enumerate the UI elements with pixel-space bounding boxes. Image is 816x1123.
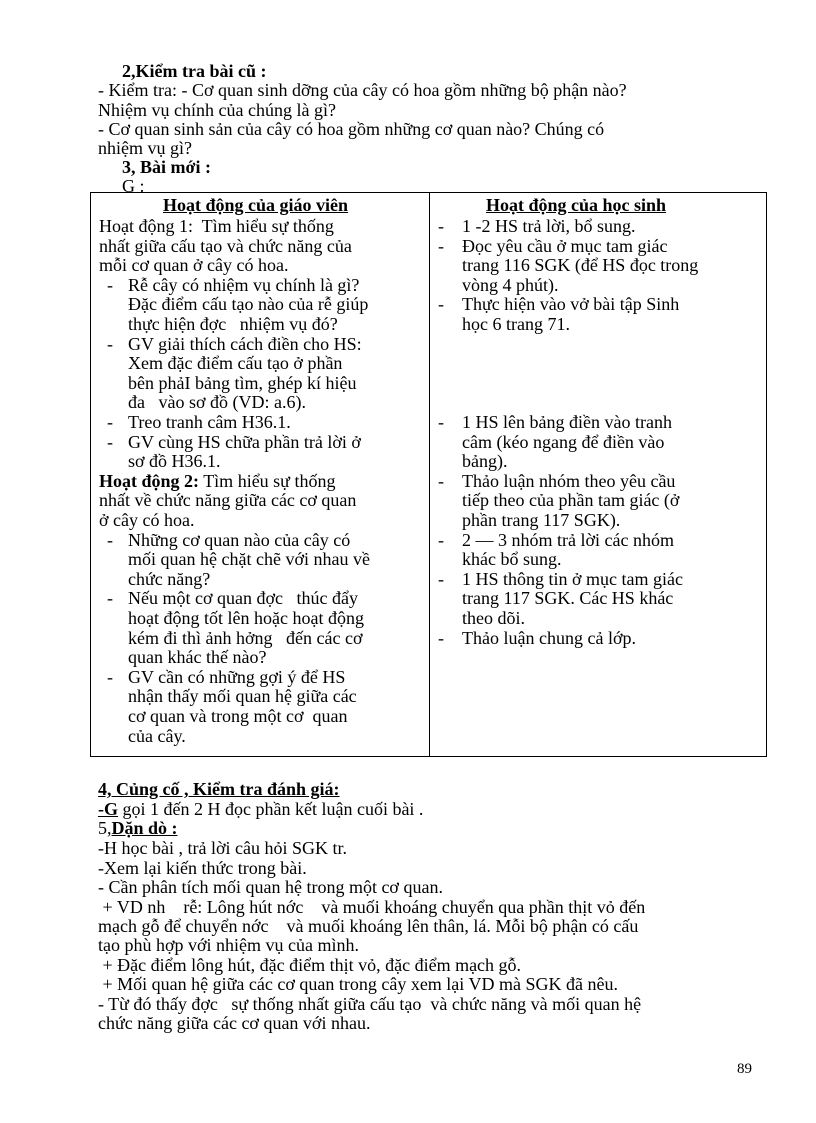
line-text: nhất giữa cấu tạo và chức năng của	[99, 235, 352, 256]
bullet-dash: -	[107, 666, 113, 687]
line-text: Rễ cây có nhiệm vụ chính là gì?	[128, 274, 360, 295]
bullet-dash: -	[107, 529, 113, 550]
line-text: Những cơ quan nào của cây có	[128, 529, 351, 550]
line-text: trang 117 SGK. Các HS khác	[462, 588, 674, 609]
line-text: Đọc yêu cầu ở mục tam giác	[462, 235, 668, 256]
section2-line-3: - Cơ quan sinh sản của cây có hoa gồm những cơ quan nào? Chúng có	[98, 119, 605, 139]
line-text: đa vào sơ đồ (VD: a.6).	[128, 392, 306, 413]
section5-line: + Đặc điểm lông hút, đặc điểm thịt vỏ, đặc điểm mạch gỗ.	[98, 955, 522, 975]
section2-line-1: - Kiểm tra: - Cơ quan sinh dỡng của cây có hoa gồm những bộ phận nào?	[98, 80, 627, 100]
line-text: 1 HS lên bảng điền vào tranh	[462, 412, 672, 432]
section2-heading: 2,Kiểm tra bài cũ :	[122, 61, 267, 81]
section5-line: mạch gỗ để chuyển nớc và muối khoáng lên thân, lá. Mỗi bộ phận có cấu	[98, 916, 639, 936]
line-text: Thảo luận nhóm theo yêu cầu	[462, 470, 676, 491]
line-text: kém đi thì ảnh hởng đến các cơ	[128, 627, 363, 648]
line-text: vòng 4 phút).	[462, 274, 559, 295]
line-text: hoạt động tốt lên hoặc hoạt động	[128, 608, 364, 628]
line-text: theo dõi.	[462, 608, 525, 628]
line-text: học 6 trang 71.	[462, 314, 570, 334]
line-text: Nếu một cơ quan đợc thúc đẩy	[128, 588, 358, 609]
line-text: 1 HS thông tin ở mục tam giác	[462, 568, 683, 589]
line-text: Thực hiện vào vở bài tập Sinh	[462, 294, 680, 315]
bullet-dash: -	[438, 627, 444, 648]
section2-line-2: Nhiệm vụ chính của chúng là gì?	[98, 100, 336, 120]
section5-heading: Dặn dò :	[111, 818, 178, 838]
line-text: sơ đồ H36.1.	[128, 451, 221, 472]
line-text: của cây.	[128, 725, 186, 746]
student-column-header: Hoạt động của học sinh	[486, 195, 667, 215]
line-text: cơ quan và trong một cơ quan	[128, 706, 348, 726]
section5-line: + VD nh rễ: Lông hút nớc và muối khoáng chuyển qua phần thịt vỏ đến	[98, 897, 646, 917]
line-text: nhất về chức năng giữa các cơ quan	[99, 490, 357, 511]
bullet-dash: -	[438, 412, 444, 432]
section5-line: - Từ đó thấy đợc sự thống nhất giữa cấu tạo và chức năng và mối quan hệ	[98, 994, 642, 1014]
table-divider	[429, 193, 430, 756]
section5-line: tạo phù hợp với nhiệm vụ của mình.	[98, 935, 359, 955]
bullet-dash: -	[107, 333, 113, 354]
line-text: Thảo luận chung cả lớp.	[462, 627, 636, 648]
line-text: mối quan hệ chặt chẽ với nhau về	[128, 549, 370, 570]
line-text: Đặc điểm cấu tạo nào của rễ giúp	[128, 294, 369, 315]
activity-table	[90, 192, 767, 757]
section2-line-4: nhiệm vụ gì?	[98, 138, 192, 158]
bullet-dash: -	[107, 274, 113, 295]
bullet-dash: -	[438, 568, 444, 589]
line-text: bên phảI bảng tìm, ghép kí hiệu	[128, 372, 357, 393]
bullet-dash: -	[107, 412, 113, 432]
line-text: 1 -2 HS trả lời, bổ sung.	[462, 216, 636, 236]
activity-label: Hoạt động 2:	[99, 470, 200, 491]
line-text: chức năng?	[128, 568, 211, 589]
bullet-dash: -	[438, 235, 444, 256]
line-text: Hoạt động 1: Tìm hiểu sự thống	[99, 216, 334, 236]
line-text: tiếp theo của phần tam giác (ở	[462, 490, 680, 511]
line-text: GV giải thích cách điền cho HS:	[128, 333, 362, 354]
section4-prefix: -G	[98, 799, 118, 819]
bullet-dash: -	[107, 431, 113, 452]
section5-line: - Cần phân tích mối quan hệ trong một cơ quan.	[98, 877, 443, 897]
line-text: GV cần có những gợi ý để HS	[128, 666, 346, 687]
line-text: trang 116 SGK (để HS đọc trong	[462, 255, 699, 276]
bullet-dash: -	[438, 470, 444, 491]
section4-heading: 4, Củng cố , Kiểm tra đánh giá:	[98, 779, 340, 799]
section3-intro: G :	[122, 176, 145, 196]
section5-line: + Mối quan hệ giữa các cơ quan trong cây xem lại VD mà SGK đã nêu.	[98, 974, 618, 994]
bullet-dash: -	[438, 294, 444, 315]
line-text: GV cùng HS chữa phần trả lời ở	[128, 431, 361, 452]
line-text: khác bổ sung.	[462, 549, 562, 570]
section5-number: 5,	[98, 818, 112, 838]
line-text: mỗi cơ quan ở cây có hoa.	[99, 255, 289, 276]
bullet-dash: -	[107, 588, 113, 609]
line-text: bảng).	[462, 451, 508, 472]
bullet-dash: -	[438, 216, 444, 236]
section5-line: -H học bài , trả lời câu hỏi SGK tr.	[98, 838, 347, 858]
bullet-dash: -	[438, 529, 444, 550]
activity-heading	[99, 471, 335, 491]
section4-line	[98, 799, 423, 819]
teacher-column-header: Hoạt động của giáo viên	[163, 195, 349, 215]
line-text: quan khác thế nào?	[128, 647, 267, 668]
line-text: 2 — 3 nhóm trả lời các nhóm	[462, 529, 674, 550]
section5-line: -Xem lại kiến thức trong bài.	[98, 858, 307, 878]
line-text: phần trang 117 SGK).	[462, 510, 621, 530]
line-text: ở cây có hoa.	[99, 510, 195, 530]
line-text: nhận thấy mối quan hệ giữa các	[128, 686, 357, 707]
section3-heading: 3, Bài mới :	[122, 157, 211, 177]
section5-heading-line	[98, 818, 178, 838]
line-text: câm (kéo ngang để điền vào	[462, 431, 665, 452]
line-text: Xem đặc điểm cấu tạo ở phần	[128, 353, 343, 374]
activity-text: Tìm hiểu sự thống	[199, 470, 336, 491]
section5-line: chức năng giữa các cơ quan với nhau.	[98, 1013, 371, 1033]
line-text: Treo tranh câm H36.1.	[128, 412, 291, 432]
section4-text: gọi 1 đến 2 H đọc phần kết luận cuối bài .	[118, 799, 424, 819]
line-text: thực hiện đợc nhiệm vụ đó?	[128, 314, 338, 334]
page-number: 89	[737, 1061, 752, 1077]
